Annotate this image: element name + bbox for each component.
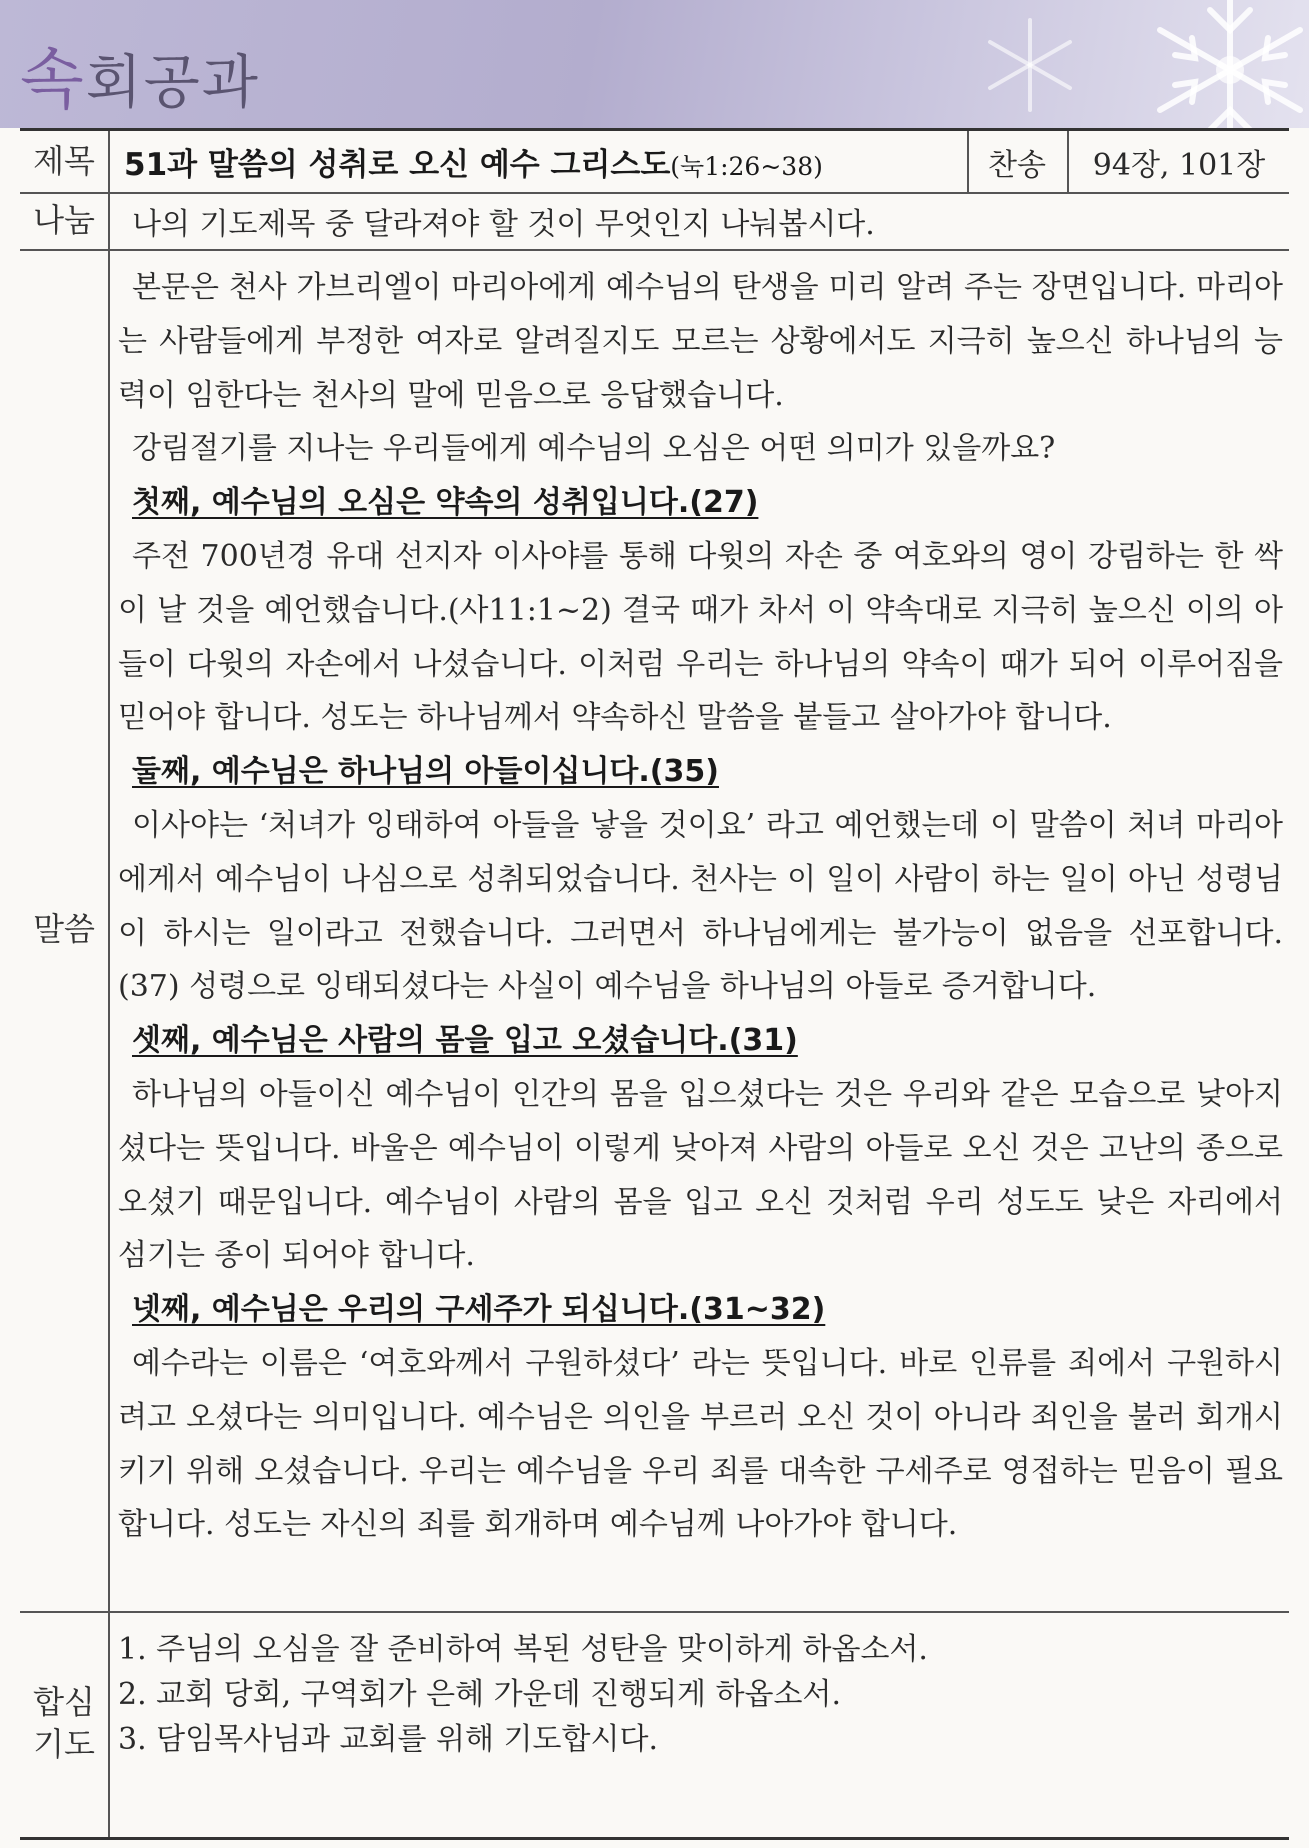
point-heading-text: 넷째, 예수님은 우리의 구세주가 되십니다.(31~32) — [132, 1292, 826, 1328]
header-banner — [0, 0, 1309, 128]
point-heading-text: 첫째, 예수님의 오심은 약속의 성취입니다.(27) — [132, 485, 759, 521]
prayer-row — [20, 1611, 1289, 1837]
point-heading — [118, 1014, 1283, 1068]
point-heading — [118, 745, 1283, 799]
title-row — [20, 131, 1289, 194]
lesson-title — [124, 139, 823, 184]
prayer-label-line2: 기도 — [33, 1725, 95, 1763]
point-paragraph: 예수라는 이름은 ‘여호와께서 구원하셨다’ 라는 뜻입니다. 바로 인류를 죄에서 구원하시려고 오셨다는 의미입니다. 예수님은 의인을 부르러 오신 것이 아니라 죄인을 불러 회개시키기 위해 오셨습니다. 우리는 예수님을 우리 죄를 대속한 구세주로 영접하는 믿음이 필요합니다. 성도는 자신의 죄를 회개하며 예수님께 나아가야 합니다. — [118, 1345, 1283, 1543]
word-body — [118, 261, 1283, 1552]
hymn-label: 찬송 — [988, 147, 1046, 183]
sharing-row — [20, 192, 1289, 251]
point-heading — [118, 476, 1283, 530]
hymn-value-cell — [1069, 131, 1289, 192]
point-paragraph: 주전 700년경 유대 선지자 이사야를 통해 다윗의 자손 중 여호와의 영이 강림하는 한 싹이 날 것을 예언했습니다.(사11:1~2) 결국 때가 차서 이 약속대로 지극히 높으신 이의 아들이 다윗의 자손에서 나셨습니다. 이처럼 우리는 하나님의 약속이 때가 되어 이루어짐을 믿어야 합니다. 성도는 하나님께서 약속하신 말씀을 붙들고 살아가야 합니다. — [118, 538, 1283, 736]
title-label: 제목 — [20, 131, 110, 192]
page-title — [20, 26, 260, 121]
lesson-table — [20, 128, 1289, 1840]
hymn-value: 94장, 101장 — [1092, 147, 1266, 183]
intro-paragraph: 본문은 천사 가브리엘이 마리아에게 예수님의 탄생을 미리 알려 주는 장면입니다. 마리아는 사람들에게 부정한 여자로 알려질지도 모르는 상황에서도 지극히 높으신 하나님의 능력이 임한다는 천사의 말에 믿음으로 응답했습니다. — [118, 270, 1283, 413]
lesson-reference: (눅1:26~38) — [670, 152, 823, 181]
point-heading-text: 둘째, 예수님은 하나님의 아들이십니다.(35) — [132, 754, 719, 790]
snowflake-small-icon — [970, 10, 1090, 120]
prayer-label-line1: 합심 — [33, 1683, 95, 1722]
hymn-label-cell — [969, 131, 1065, 192]
lesson-title-cell — [124, 131, 964, 192]
prayer-item: 3. 담임목사님과 교회를 위해 기도합시다. — [118, 1722, 658, 1757]
word-row — [20, 249, 1289, 1613]
sharing-cell — [132, 192, 1282, 249]
prayer-item: 2. 교회 당회, 구역회가 은혜 가운데 진행되게 하옵소서. — [118, 1677, 842, 1712]
page-title-rest: 회공과 — [85, 48, 260, 116]
snowflake-icon — [1080, 0, 1309, 128]
point-heading-text: 셋째, 예수님은 사람의 몸을 입고 오셨습니다.(31) — [132, 1023, 798, 1059]
question-paragraph: 강림절기를 지나는 우리들에게 예수님의 오심은 어떤 의미가 있을까요? — [132, 431, 1056, 467]
sharing-text: 나의 기도제목 중 달라져야 할 것이 무엇인지 나눠봅시다. — [132, 206, 875, 242]
prayer-list — [118, 1627, 1283, 1762]
point-paragraph: 이사야는 ‘처녀가 잉태하여 아들을 낳을 것이요’ 라고 예언했는데 이 말씀이 처녀 마리아에게서 예수님이 나심으로 성취되었습니다. 천사는 이 일이 사람이 하는 일이 아닌 성령님이 하시는 일이라고 전했습니다. 그러면서 하나님에게는 불가능이 없음을 선포합니다.(37) 성령으로 잉태되셨다는 사실이 예수님을 하나님의 아들로 증거합니다. — [118, 807, 1283, 1005]
prayer-label — [20, 1611, 110, 1837]
word-label: 말씀 — [20, 249, 110, 1611]
prayer-item: 1. 주님의 오심을 잘 준비하여 복된 성탄을 맞이하게 하옵소서. — [118, 1632, 928, 1667]
point-paragraph: 하나님의 아들이신 예수님이 인간의 몸을 입으셨다는 것은 우리와 같은 모습으로 낮아지셨다는 뜻입니다. 바울은 예수님이 이렇게 낮아져 사람의 아들로 오신 것은 고난의 종으로 오셨기 때문입니다. 예수님이 사람의 몸을 입고 오신 것처럼 우리 성도도 낮은 자리에서 섬기는 종이 되어야 합니다. — [118, 1076, 1283, 1274]
point-heading — [118, 1283, 1283, 1337]
lesson-title-text: 51과 말씀의 성취로 오신 예수 그리스도 — [124, 147, 671, 183]
page-title-first: 속 — [20, 41, 86, 118]
sharing-label: 나눔 — [20, 192, 110, 249]
